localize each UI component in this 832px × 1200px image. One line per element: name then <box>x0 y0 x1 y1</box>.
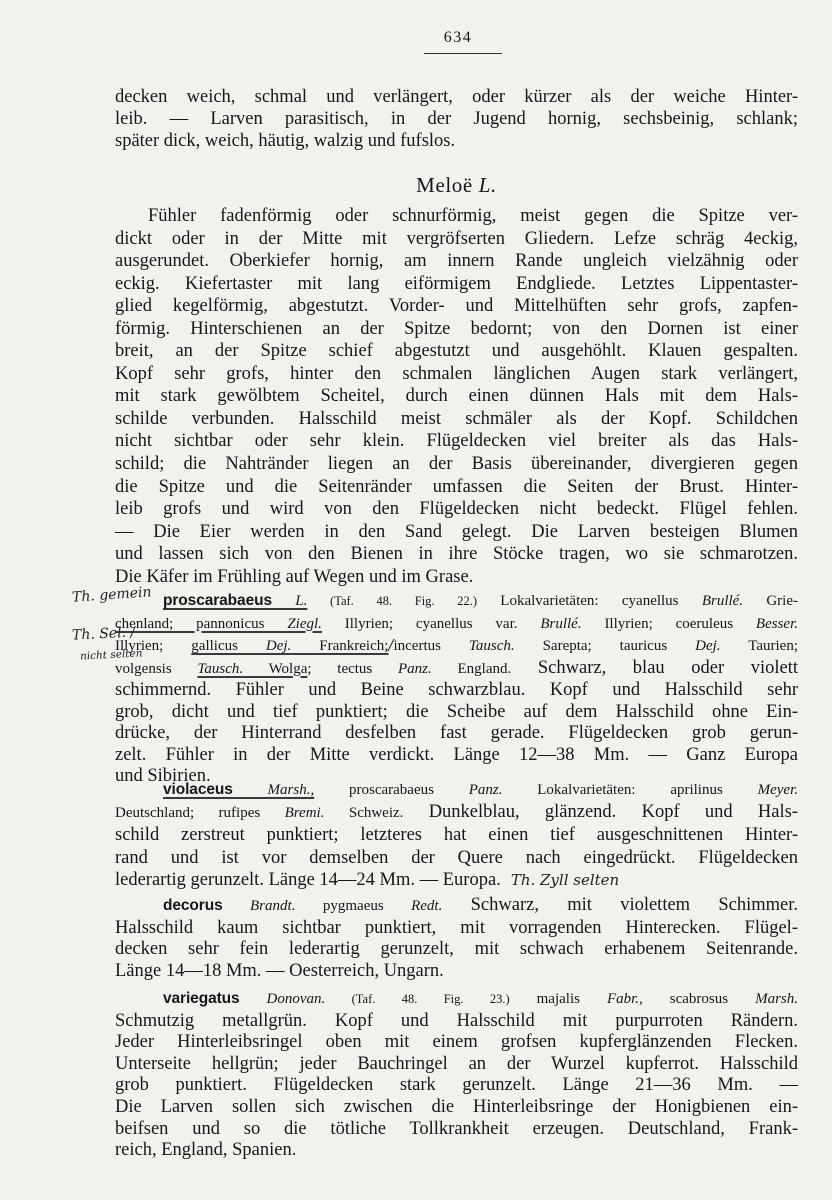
text-line <box>115 918 798 940</box>
text-line <box>115 702 798 724</box>
text-segment: England. <box>431 660 512 677</box>
plate-reference: (Taf. 48. Fig. 22.) <box>307 594 478 608</box>
text-segment: Brullé. <box>678 593 744 609</box>
text-line <box>115 385 798 408</box>
text-segment: Schweiz. <box>324 805 404 822</box>
text-line <box>115 824 798 846</box>
text-segment: leib grofs und wird von den Flügeldecken nicht bedeckt. Flügel fehlen. <box>115 499 798 520</box>
genus-description <box>115 205 798 588</box>
text-segment: glied kegelförmig, abgestutzt. Vorder- und Mittelhüften sehr grofs, zapfen- <box>115 296 798 317</box>
text-segment: und Sibirien. <box>115 766 211 786</box>
text-segment: Länge 14—18 Mm. — Oesterreich, Ungarn. <box>115 961 444 982</box>
text-line <box>115 723 798 745</box>
text-line <box>115 86 798 108</box>
text-segment: Besser. <box>733 615 798 632</box>
text-segment: lederartig gerunzelt. Länge 14—24 Mm. — Europa. <box>115 869 501 890</box>
text-line <box>115 130 798 152</box>
text-segment: majalis <box>509 991 580 1007</box>
text-segment: proscarabaeus <box>314 782 434 798</box>
text-line <box>115 680 798 702</box>
text-line <box>115 1075 798 1097</box>
species-entry-decorus <box>115 895 798 983</box>
text-segment: nicht sichtbar oder sehr klein. Flügeldecken viel breiter als das Hals- <box>115 431 798 452</box>
text-line <box>115 1119 798 1141</box>
text-segment: später dick, weich, häutig, walzig und fufslos. <box>115 131 456 151</box>
text-segment: drücke, der Hinterrand desfelben fast gerade. Flügeldecken grob gerun- <box>115 723 798 743</box>
text-segment: Frankreich; <box>291 638 389 654</box>
text-segment: schild; die Nahtränder liegen an der Basis übereinander, divergieren gegen <box>115 454 798 475</box>
text-segment: Kopf sehr grofs, hinter den schmalen länglichen Augen stark verlängert, <box>115 363 798 384</box>
text-segment: Taurien; <box>720 638 798 654</box>
text-segment: Marsh. <box>728 991 799 1007</box>
text-segment: Fabr., <box>579 991 643 1007</box>
text-segment: Dunkelblau, glänzend. Kopf und Hals- <box>403 802 798 823</box>
text-segment: Illyrien; coeruleus <box>581 615 734 632</box>
text-line <box>115 250 798 273</box>
text-segment: Die Käfer im Frühling auf Wegen und im Grase. <box>115 566 474 587</box>
text-line <box>115 745 798 767</box>
genus-name: Meloë <box>416 173 473 197</box>
text-line <box>115 108 798 130</box>
text-segment: leib. — Larven parasitisch, in der Jugend hornig, sechsbeinig, schlank; <box>115 109 798 129</box>
text-segment: Wolga <box>243 660 308 677</box>
plate-reference: (Taf. 48. Fig. 23.) <box>325 992 510 1006</box>
text-segment: Tausch. <box>197 660 244 677</box>
text-segment: Bremi. <box>260 805 325 822</box>
handwritten-annotation: Th. Zyll selten <box>510 870 620 889</box>
text-line <box>115 318 798 341</box>
text-line <box>115 613 798 636</box>
text-line <box>115 1140 798 1162</box>
page-number-rule <box>424 53 502 54</box>
text-line <box>115 273 798 296</box>
text-line <box>115 498 798 521</box>
species-name: violaceus <box>163 781 233 798</box>
species-entry-violaceus <box>115 778 798 891</box>
text-segment: pygmaeus <box>295 898 384 914</box>
text-line <box>115 1097 798 1119</box>
text-segment: decken sehr fein lederartig gerunzelt, mit schwach erhabenem Seitenrande. <box>115 939 798 960</box>
text-segment: Illyrien; <box>115 638 192 654</box>
species-name: variegatus <box>163 990 240 1007</box>
text-segment: schimmernd. Fühler und Beine schwarzblau. Kopf und Halsschild sehr <box>115 680 798 700</box>
text-line <box>115 869 798 891</box>
text-segment: Grie- <box>743 593 798 609</box>
text-segment: rand und ist vor demselben der Quere nach eingedrückt. Flügeldecken <box>115 847 798 868</box>
text-segment: grob, dicht und tief punktiert; die Scheibe auf dem Halsschild ohne Ein- <box>115 701 798 722</box>
handwritten-margin-note: Th. Sel. / <box>71 624 136 644</box>
text-line <box>115 961 798 983</box>
text-segment: Donovan. <box>239 991 326 1007</box>
text-segment: incertus <box>393 638 441 654</box>
text-segment: Schwarz, mit violettem Schimmer. <box>442 895 798 915</box>
text-segment: Jeder Hinterleibsringel oben mit einem grofsen kupferglänzenden Flecken. <box>115 1032 798 1053</box>
text-segment: Redt. <box>383 898 443 914</box>
text-line <box>115 939 798 961</box>
text-segment: reich, England, Spanien. <box>115 1140 297 1161</box>
text-segment: Illyrien; cyanellus var. <box>321 615 518 632</box>
text-line <box>115 340 798 363</box>
text-line <box>115 521 798 544</box>
text-segment: Tausch. <box>440 638 515 654</box>
text-segment: breit, an der Spitze schief abgestutzt und ausgehöhlt. Klauen gespalten. <box>115 341 798 362</box>
text-line <box>115 778 798 801</box>
text-segment: scabrosus <box>642 991 729 1007</box>
handwritten-margin-note: nicht selten <box>79 647 143 663</box>
text-segment: Panz. <box>372 660 432 677</box>
intro-paragraph <box>115 86 798 152</box>
genus-heading <box>115 172 798 198</box>
text-segment: Panz. <box>433 782 503 798</box>
text-line <box>115 590 798 613</box>
text-line <box>115 205 798 228</box>
text-segment: schild zerstreut punktiert; letzteres hat einen tief ausgeschnittenen Hinter- <box>115 825 798 846</box>
species-entry-variegatus <box>115 988 798 1162</box>
text-segment: Fühler fadenförmig oder schnurförmig, meist gegen die Spitze ver- <box>148 206 798 226</box>
handwritten-annotation: / <box>388 636 394 654</box>
genus-author: L. <box>478 173 497 197</box>
text-segment: Meyer. <box>722 782 798 798</box>
species-name: proscarabaeus <box>163 592 272 609</box>
text-segment: — Die Eier werden in den Sand gelegt. Die Larven besteigen Blumen <box>115 521 798 542</box>
text-segment: decken weich, schmal und verlängert, oder kürzer als der weiche Hinter- <box>115 87 798 107</box>
text-segment: Sarepta; tauricus <box>514 638 668 654</box>
text-line <box>115 566 798 589</box>
text-line <box>115 453 798 476</box>
text-segment: Ziegl. <box>264 615 322 632</box>
text-segment: Schmutzig metallgrün. Kopf und Halsschild mit purpurroten Rändern. <box>115 1010 798 1031</box>
text-line <box>115 635 798 658</box>
text-segment: Brullé. <box>517 615 582 632</box>
text-segment: Schwarz, blau oder violett <box>511 657 799 678</box>
text-segment: Deutschland; rufipes <box>115 805 261 822</box>
text-segment: und lassen sich von den Bienen in ihre Stöcke tragen, wo sie schmarotzen. <box>115 544 798 565</box>
text-line <box>115 1054 798 1076</box>
text-segment: ausgerundet. Oberkiefer hornig, am innern Rande ungleich vielzähnig oder <box>115 251 798 272</box>
species-name: decorus <box>163 897 223 914</box>
text-line <box>115 847 798 869</box>
text-line <box>115 801 798 824</box>
text-segment: gallicus <box>191 638 238 654</box>
text-line <box>115 895 798 918</box>
species-entry-proscarabaeus <box>115 590 798 788</box>
text-segment: Dej. <box>667 638 721 654</box>
text-segment: Dej. <box>237 638 292 654</box>
text-segment: zelt. Fühler in der Mitte verdickt. Länge 12—38 Mm. — Ganz Europa <box>115 744 798 765</box>
text-line <box>115 430 798 453</box>
text-line <box>115 543 798 566</box>
text-line <box>115 1011 798 1033</box>
text-segment: dickt oder in der Mitte mit vergröfserten Gliedern. Lefze schräg 4eckig, <box>115 228 798 249</box>
text-segment: volgensis <box>115 660 198 677</box>
text-segment: beifsen und so die tötliche Tollkrankheit erzeugen. Deutschland, Frank- <box>115 1118 798 1139</box>
text-line <box>115 476 798 499</box>
text-segment: L. <box>271 593 308 609</box>
text-segment: Lokalvarietäten: aprilinus <box>502 782 723 798</box>
text-segment: chenland; pannonicus <box>115 615 265 632</box>
text-segment: Die Larven sollen sich zwischen die Hinterleibsringe der Honigbienen ein- <box>115 1096 798 1117</box>
handwritten-margin-note: Th. gemein <box>71 584 153 606</box>
text-line <box>115 228 798 251</box>
text-segment: Unterseite hellgrün; jeder Bauchringel an der Wurzel kupferrot. Halsschild <box>115 1053 798 1074</box>
text-segment: die Spitze und die Seitenränder umfassen die Seiten der Brust. Hinter- <box>115 476 798 497</box>
text-line <box>115 363 798 386</box>
text-segment: Marsh., <box>232 782 315 798</box>
text-segment: Lokalvarietäten: cyanellus <box>477 593 679 609</box>
text-line <box>115 658 798 681</box>
text-line <box>115 988 798 1011</box>
text-line <box>115 408 798 431</box>
text-line <box>115 295 798 318</box>
text-segment: mit stark gewölbtem Scheitel, durch einen dünnen Hals mit dem Hals- <box>115 386 798 407</box>
text-segment: Halsschild kaum sichtbar punktiert, mit vorragenden Hinterecken. Flügel- <box>115 917 798 938</box>
text-segment: förmig. Hinterschienen an der Spitze bedornt; von den Dornen ist einer <box>115 318 798 339</box>
page-number: 634 <box>443 29 473 46</box>
text-segment: Brandt. <box>222 898 296 914</box>
text-segment: grob punktiert. Flügeldecken stark gerunzelt. Länge 21—36 Mm. — <box>115 1075 798 1096</box>
text-segment: eckig. Kiefertaster mit lang eiförmigem Endgliede. Letztes Lippentaster- <box>115 273 798 294</box>
text-line <box>115 1032 798 1054</box>
text-segment: ; tectus <box>307 660 373 677</box>
text-segment: schilde verbunden. Halsschild meist schmäler als der Kopf. Schildchen <box>115 408 798 429</box>
